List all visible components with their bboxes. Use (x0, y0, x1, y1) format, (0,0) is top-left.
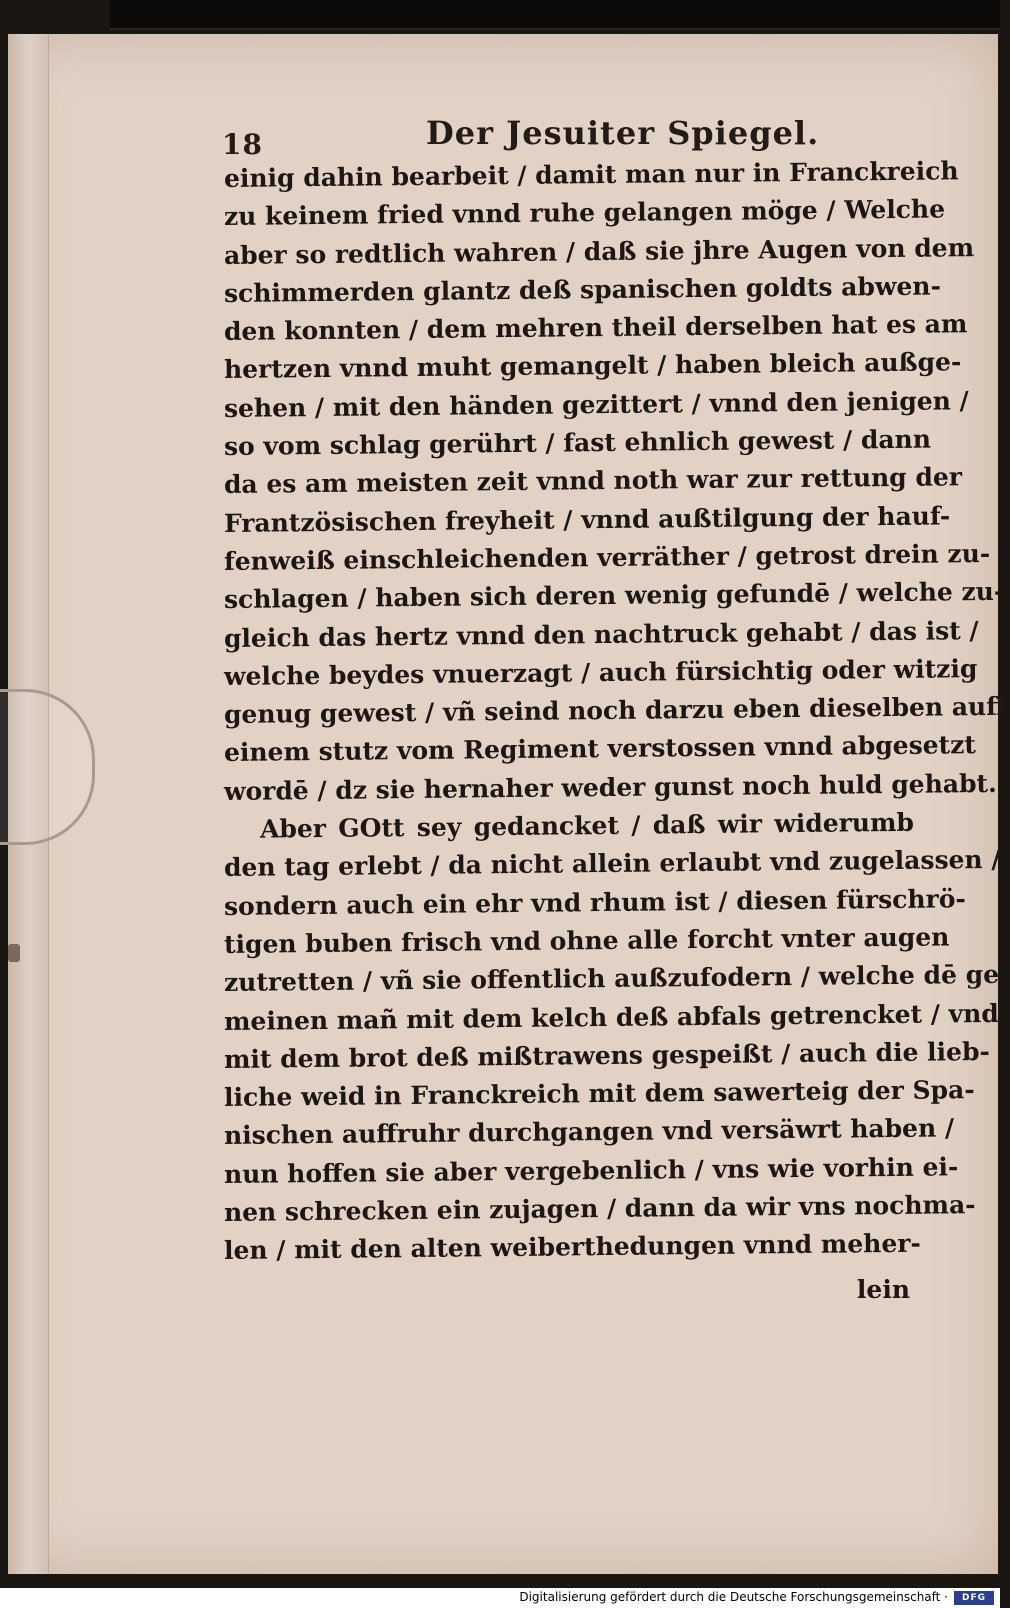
text-line: fenweiß einschleichenden verräther / getrost drein zu- (223, 538, 991, 576)
page-number: 18 (222, 128, 263, 161)
text-line: nun hoffen sie aber vergebenlich / vns wie vorhin ei- (223, 1152, 959, 1189)
text-line: sehen / mit den händen gezittert / vnnd den jenigen / (223, 385, 969, 423)
page-header (212, 110, 932, 161)
text-line: gleich das hertz vnnd den nachtruck gehabt / das ist / (223, 615, 979, 653)
text-line: zu keinem fried vnnd ruhe gelangen möge / Welche (223, 194, 946, 232)
text-line: nen schrecken ein zujagen / dann da wir vns nochma- (223, 1190, 976, 1228)
running-title: Der Jesuiter Spiegel. (426, 114, 820, 152)
text-line: welche beydes vnuerzagt / auch fürsichtig oder witzig (223, 653, 978, 691)
catchword: lein (856, 1274, 910, 1304)
text-line: mit dem brot deß mißtrawens gespeißt / auch die lieb- (223, 1036, 991, 1074)
digitization-footer (0, 1588, 1000, 1608)
text-line: wordē / dz sie hernaher weder gunst noch huld gehabt. (223, 768, 997, 806)
paragraph-start-line: Aber GOtt sey gedancket / daß wir widerumb (259, 807, 915, 844)
text-line: zutretten / vñ sie offentlich außzufodern / welche dē ge- (223, 960, 1010, 998)
text-line: nischen auffruhr durchgangen vnd versäwrt haben / (223, 1113, 955, 1151)
book-edge-shadow (110, 0, 1000, 30)
text-line: hertzen vnnd muht gemangelt / haben bleich außge- (223, 347, 962, 385)
text-line: sondern auch ein ehr vnd rhum ist / diesen fürschrö- (223, 883, 966, 921)
page-clip (0, 689, 95, 845)
text-line: meinen mañ mit dem kelch deß abfals getrencket / vnd (223, 998, 999, 1036)
text-line: einig dahin bearbeit / damit man nur in Franckreich (223, 156, 959, 193)
text-line: aber so redtlich wahren / daß sie jhre Augen von dem (223, 232, 975, 270)
page-stain (8, 944, 20, 962)
funding-credit: Digitalisierung gefördert durch die Deutsche Forschungsgemeinschaft · (519, 1590, 948, 1604)
text-line: schlagen / haben sich deren wenig gefundē / welche zu- (223, 577, 1005, 615)
text-line: genug gewest / vñ seind noch darzu eben dieselben auff (223, 691, 1007, 730)
body-text (223, 156, 1010, 1309)
dfg-logo: DFG (954, 1591, 994, 1605)
text-line: schimmerden glantz deß spanischen goldts abwen- (223, 271, 942, 308)
text-line: da es am meisten zeit vnnd noth war zur rettung der (223, 462, 963, 500)
text-line: einem stutz vom Regiment verstossen vnnd abgesetzt (223, 730, 977, 768)
text-line: den tag erlebt / da nicht allein erlaubt vnd zugelassen / (223, 845, 1001, 883)
text-line: len / mit den alten weiberthedungen vnnd meher- (223, 1229, 921, 1266)
text-line: so vom schlag gerührt / fast ehnlich gewest / dann (223, 424, 932, 462)
text-line: liche weid in Franckreich mit dem sawerteig der Spa- (223, 1075, 975, 1113)
text-line: Frantzösischen freyheit / vnnd außtilgung der hauf- (223, 501, 951, 538)
text-line: tigen buben frisch vnd ohne alle forcht vnter augen (223, 922, 950, 959)
catchword-row (224, 1271, 914, 1309)
text-line: den konnten / dem mehren theil derselben hat es am (223, 309, 968, 347)
